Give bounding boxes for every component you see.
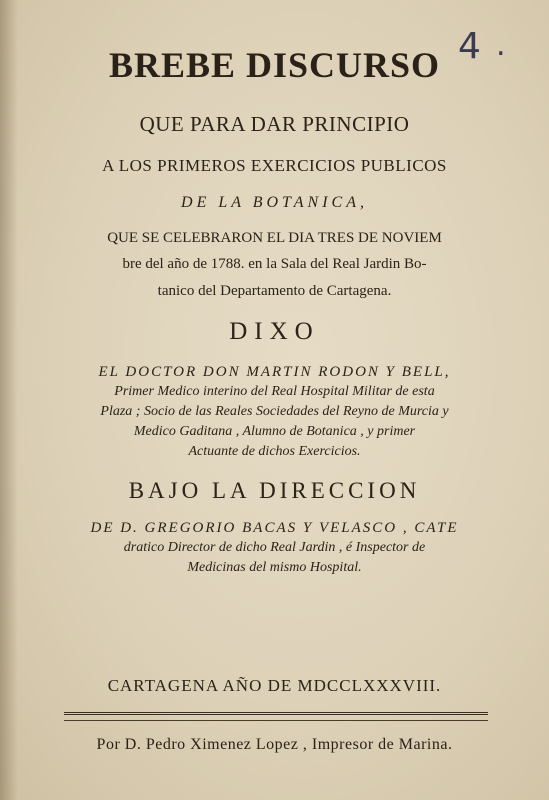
- direction-heading: BAJO LA DIRECCION: [128, 478, 421, 503]
- author-line-2: Plaza ; Socio de las Reales Sociedades del Reyno de Murcia y: [100, 404, 449, 419]
- handwritten-page-number: 4: [458, 26, 481, 67]
- subtitle-line-3: DE LA BOTANICA,: [181, 194, 368, 211]
- body-line-2: bre del año de 1788. en la Sala del Real Jardin Bo-: [122, 256, 427, 272]
- handwritten-page-number-mark: .: [496, 28, 506, 63]
- printer-imprint: Por D. Pedro Ximenez Lopez , Impresor de Marina.: [96, 736, 453, 753]
- dixo-heading: DIXO: [229, 318, 320, 345]
- author-line-4: Actuante de dichos Exercicios.: [188, 444, 361, 459]
- subtitle-line-2: A LOS PRIMEROS EXERCICIOS PUBLICOS: [102, 156, 447, 175]
- director-line-2: Medicinas del mismo Hospital.: [187, 560, 362, 575]
- body-line-1: QUE SE CELEBRARON EL DIA TRES DE NOVIEM: [107, 230, 442, 246]
- director-line-1: dratico Director de dicho Real Jardin , é Inspector de: [123, 540, 426, 555]
- author-line-3: Medico Gaditana , Alumno de Botanica , y primer: [133, 424, 416, 439]
- imprint-place-date: CARTAGENA AÑO DE MDCCLXXXVIII.: [107, 676, 442, 695]
- director-name: DE D. GREGORIO BACAS Y VELASCO , CATE: [90, 520, 459, 536]
- subtitle-line-1: QUE PARA DAR PRINCIPIO: [139, 112, 410, 136]
- decorative-rule-thin: [64, 720, 488, 721]
- page-title: BREBE DISCURSO: [108, 45, 441, 85]
- decorative-rule: [64, 712, 488, 715]
- author-name: EL DOCTOR DON MARTIN RODON Y BELL,: [98, 364, 451, 380]
- body-line-3: tanico del Departamento de Cartagena.: [157, 283, 392, 299]
- author-line-1: Primer Medico interino del Real Hospital Militar de esta: [114, 384, 435, 399]
